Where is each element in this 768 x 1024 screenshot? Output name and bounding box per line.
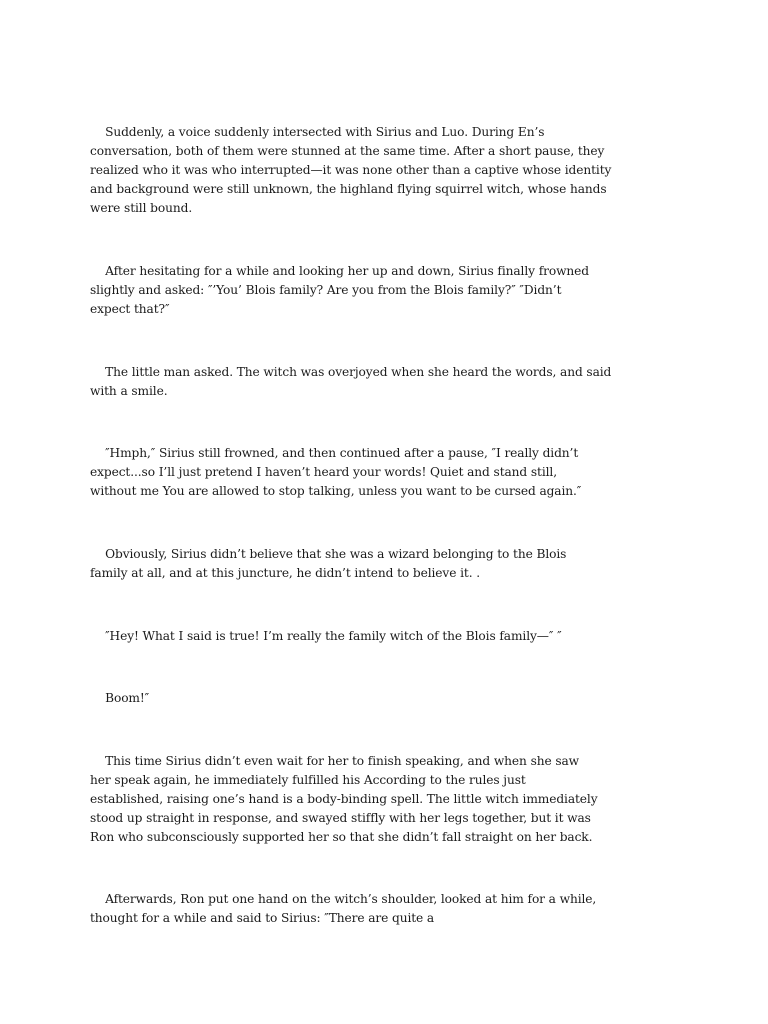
paragraph: After hesitating for a while and looking her up and down, Sirius finally frowned slightly and asked: ″’You’ Blois family? Are you from the Blois family?″ ″Didn’t expect that?″: [90, 264, 589, 316]
paragraph: This time Sirius didn’t even wait for her to finish speaking, and when she saw her speak again, he immediately fulfilled his According to the rules just established, raising one’s hand is a body-binding spell. The little witch immediately stood up straight in response, and swayed stiffly with her legs together, but it was Ron who subconsciously supported her so that she didn’t fall straight on her back.: [90, 754, 598, 844]
paragraph: Suddenly, a voice suddenly intersected with Sirius and Luo. During En’s conversation, both of them were stunned at the same time. After a short pause, they realized who it was who interrupted—it was none other than a captive whose identity and background were still unknown, the highland flying squirrel witch, whose hands were still bound.: [90, 125, 612, 215]
paragraph: ″Hmph,″ Sirius still frowned, and then continued after a pause, ″I really didn’t expect...so I’ll just pretend I haven’t heard your words! Quiet and stand still, without me You are allowed to stop talking, unless you want to be cursed again.″: [90, 446, 582, 498]
paragraph: The little man asked. The witch was overjoyed when she heard the words, and said with a smile.: [90, 365, 612, 398]
paragraph: Afterwards, Ron put one hand on the witch’s shoulder, looked at him for a while, thought for a while and said to Sirius: ″There are quite a: [90, 892, 597, 925]
paragraph: Obviously, Sirius didn’t believe that she was a wizard belonging to the Blois family at all, and at this juncture, he didn’t intend to believe it. .: [90, 547, 567, 580]
paragraph: ″Hey! What I said is true! I’m really the family witch of the Blois family—″ ″: [90, 629, 562, 643]
paragraph: Boom!″: [90, 691, 150, 705]
